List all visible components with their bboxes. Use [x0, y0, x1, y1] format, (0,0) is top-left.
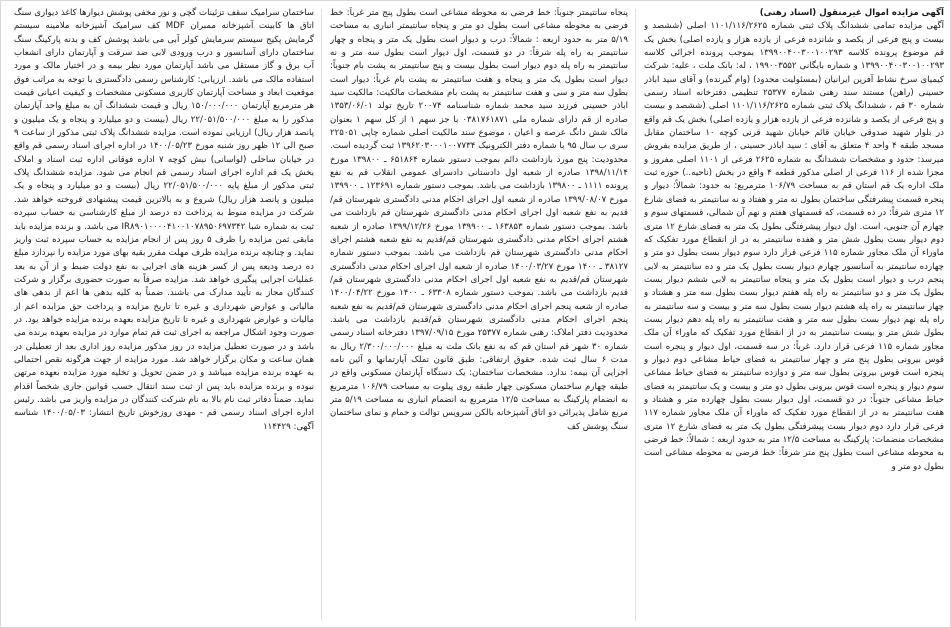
auction-notice-body-1: آگهی مزایده تمامی ششدانگ پلاک ثبتی شماره ۱۱۰۱/۱۱۶/۲۶۲۵ اصلی (ششصد و بیست و پنج فرعی از یکصد و شانزده فرعی از یازده هزار و یازده اصلی) بخش یک قم موضوع پرونده کلاسه ۱۳۹۹۰۰۴۰۰۳۰۰۱۰۰۲۹۳ بموجب پرونده اجرائی کلاسه ۱۳۹۹۰۰۴۰۰۳۰۰۱۰۰۲۹۳ و شماره بایگانی ۱۹۹۰۰۳۵۵۲ ، له: بانک ملت ، علیه: شرکت کیمیای سرخ نشاط آفرین ایرانیان (بمسئولیت محدود) (وام گیرنده) و آقای سید اباذر حسینی (راهن) مستند سند رهنی شماره ۲۵۳۷۷ تنظیمی دفترخانه اسناد رسمی شماره ۳۰ قم ، ششدانگ پلاک ثبتی شماره ۱۱۰۱/۱۱۶/۲۶۲۵ اصلی (ششصد و بیست و پنج فرعی از یکصد و شانزده فرعی از یازده هزار و یازده اصلی) بخش یک قم واقع در بلوار شهید صدوقی خیابان قائم خیابان شهید قرنی کوچه ۱۰ ساختمان مقابل مسجد طبقه ۴ واحد ۴ متعلق به آقای : سید اباذر حسینی ، از طریق مزایده بفروش میرسد: حدود و مشخصات ششدانگ به شماره ۲۶۲۵ فرعی از ۱۱۰۱ اصلی مفروز و مجزا شده از ۱۱۶ فرعی از اصلی مذکور قطعه ۴ واقع در بخش (ناحیه..) حوزه ثبت ملک اداره یک قم استان قم به مساحت ۱۰۶/۷۹ مترمربع: به حدود: شمالاً: دیوار و پنجره قسمت پیشرفتگی ساختمان بطول نه متر و هفتاد و نه سانتیمتر به فضای شارع ۱۲ متری شرقاً: در ده قسمت، که قسمتهای هفتم و نهم آن شمالی، قسمتهای سوم و چهارم آن جنوبی، است. اول دیوار پیشرفتگی بطول یک متر به فضای شارع ۱۲ متری دوم دیوار بست بطول شش متر و هفده سانتیمتر به در از انقطاع مورد تفکیک که ماوراء آن ملک مجاور شماره ۱۱۵ فرعی قرار دارد سوم دیوار بست بطول دو متر و چهارده سانتیمتر به آسانسور چهارم دیوار بست بطول یک متر و ده سانتیمتر به لابی پنجم درب و دیوار است بطول یک متر و پنجاه سانتیمتر به لابی ششم دیوار بست بطول یک متر و دو سانتیمتر به راه پله هفتم دیوار بست بطول سه متر و هشتاد و چهار سانتیمتر به راه پله هشتم دیوار بست بطول سه متر و بیست و سه سانتیمتر به راه پله نهم دیوار بست بطول سه متر و هفت سانتیمتر به راه پله دهم دیوار بست بطول شش متر و بیست سانتیمتر به در از انقطاع مورد تفکیک که ماوراء آن ملک مجاور شماره ۱۱۵ فرعی قرار دارد. غرباً: در سه قسمت، اول دیوار و پنجره است قوس بیرونی بطول پنج متر و چهار سانتیمتر به فضای حیاط مشاعی دوم دیوار و پنجره است قوس بیرونی بطول سه متر و دوازده سانتیمتر به فضای حیاط مشاعی سوم دیوار و پنجره است قوس بیرونی بطول دو متر و بیست و یک سانتیمتر به فضای حیاط مشاعی جنوباً: در دو قسمت، اول دیوار بست بطول چهارده متر و هشتاد و هفت سانتیمتر به در از انقطاع مورد تفکیک که ماوراء آن ملک مجاور شماره ۱۱۷ فرعی قرار دارد دوم دیوار بست پیشرفتگی بطول یک متر به فضای شارع ۱۲ متری مشخصات منضمات: پارکینگ به مساحت ۱۲/۵ متر به حدود اربعه : شمالاً: خط فرضی به محوطه مشاعی است بطول پنج متر شرقاً: خط فرضی به محوطه مشاعی است بطول دو متر و: [644, 21, 944, 472]
notice-column-left: [14, 7, 314, 623]
auction-notice-heading: آگهی مزایده اموال غیرمنقول (اسناد رهنی): [759, 8, 944, 18]
auction-notice-body-3: ساختمان سرامیک سقف تزئینات گچی و نور مخفی پوشش دیوارها کاغذ دیواری سنگ اتاق ها کابینت آشپزخانه ممبران MDF کف سرامیک آشپزخانه ملامینه سیستم گرمایش پکیج سیستم سرمایش کولر آبی می باشد پوشش کف و بدنه پارکینگ سنگ ساختمان دارای آسانسور و درب ورودی لابی ضد سرقت و آپارتمان دارای انشعاب آب برق و گاز مستقل می باشد آپارتمان مورد نظر بیمه و در اختیار مالک و مورد استفاده مالک می باشد. ارزیابی: کارشناس رسمی دادگستری با توجه به مراتب فوق موقعیت ابعاد و مساحت آپارتمان کاربری مسکونی مشخصات و کیفیت اعیانی قیمت هر مترمربع آپارتمان ۱۵۰/۰۰۰/۰۰۰ ریال و قیمت ششدانگ آن به مبلغ واحد آپارتمان مذکور را به مبلغ ۲۲/۰۵۱/۵۰۰/۰۰۰ ریال (بیست و دو میلیارد و پنجاه و یک میلیون و پانصد هزار ریال) ارزیابی نموده است. مزایده ششدانگ پلاک ثبتی مذکور از ساعت ۹ صبح الی ۱۲ ظهر روز شنبه مورخ ۱۴۰۰/۰۵/۲۳ در اداره اجرای اسناد رسمی قم واقع در خیابان ساحلی (لواسانی) نبش کوچه ۷ اداره فوقانی اداره ثبت اسناد و املاک بخش یک قم اداره اجرای اسناد رسمی قم انجام می شود. مزایده ششدانگ پلاک ثبتی مذکور از مبلغ پایه ۲۲/۰۵۱/۵۰۰/۰۰۰ ریال (بیست و دو میلیارد و پنجاه و یک میلیون و پانصد هزار ریال) شروع و به بالاترین قیمت پیشنهادی فروخته خواهد شد. شرکت در مزایده منوط به پرداخت ده درصد از مبلغ کارشناسی به حساب سپرده ثبت به شماره شبا IR۸۹۰۱۰۰۰۰۴۱۰۰۱۰۷۸۹۵۰۶۹۷۳۴۲ می باشد. و برنده مزایده باید مابقی ثمن مزایده را ظرف ۵ روز پس از انجام مزایده به حساب سپرده ثبت واریز نماید. و چنانچه برنده مزایده ظرف مهلت مقرر بقیه بهای مورد مزایده را نپردازد مبلغ ده درصد ودیعه پس از کسر هزینه های اجرایی به نفع دولت ضبط و از آن به بعد عملیات اجرایی پیگیری خواهد شد. مزایده صرفاً به صورت حضوری برگزار و شرکت کنندگان مجاز به تأیید مدارک می باشند. ضمناً به کلیه بدهی ها اعم از بدهی های مالیاتی و عوارض شهرداری و غیره تا تاریخ مزایده و پرداخت حق مزایده اعم از مالیات و عوارض شهرداری و غیره تا تاریخ مزایده بعهده برنده مزایده خواهد بود. در صورت وجود اشکال مراجعه به اجرای ثبت قم تمام موارد در مزایده بعهده برنده می باشد و در صورت تعطیل مزایده در روز مذکور مزایده روز اداری بعد از تعطیلی در همان ساعت و مکان برگزار خواهد شد. مورد مزایده از جهت هرگونه نقص احتمالی به عهده برنده مزایده میباشد و در ضمن تحویل و تخلیه مورد مزایده بعهده مرتهن نبوده و برنده مزایده باید پس از ثبت سند انتقال حسب قوانین جاری شخصاً اقدام نماید. ضمناً دفاتر ثبت نام بالا به نام شرکت کنندگان در مزایده واریز می باشد. رئیس اداره اجرای اسناد رسمی قم - مهدی روزخوش تاریخ انتشار: ۱۴۰۰/۰۵/۰۳ شناسه آگهی: ۱۱۴۴۲۹: [14, 8, 314, 432]
column-divider: [635, 9, 636, 621]
notice-column-right: [644, 7, 944, 623]
auction-notice-body-2: پنجاه سانتیمتر جنوباً: خط فرضی به محوطه مشاعی است بطول پنج متر غرباً: خط فرضی به محوطه مشاعی است بطول دو متر و پنجاه سانتیمتر انباری به مساحت ۵/۱۹ متر به حدود اربعه : شمالاً: درب و دیوار است بطول یک متر و پنجاه و چهار سانتیمتر به راه پله شرقاً: در دو قسمت، اول دیوار است بطول سه متر و نه سانتیمتر به راه پله دوم دیوار است بطول بیست و پنج سانتیمتر به پشت بام جنوباً: دیوار است بطول یک متر و پنجاه و هفت سانتیمتر به پشت بام غرباً: دیوار است بطول سه متر و سی و هفت سانتیمتر به پشت بام مشخصات مالکیت: مالکیت سید اباذر حسینی فرزند سید محمد شماره شناسنامه ۲۰۰۷۴ تاریخ تولد ۱۳۵۳/۰۶/۰۱ صادره از قم دارای شماره ملی ۰۳۸۱۷۶۱۸۷۱ با جز سهم ۱ از کل سهم ۱ بعنوان مالک شش دانگ عرصه و اعیان ، موضوع سند مالکیت اصلی شماره چاپی ۲۲۵۰۵۱ سری ب سال ۹۵ با شماره دفتر الکترونیک ۱۳۹۶۲۰۳۰۰۰۱۰۰۷۷۳۴ ثبت گردیده است. محدودیت: پنج مورد بازداشت دائم بموجب دستور شماره ۶۵۱۸۶۴ ـ ۱۳۹۸۰۰ مورخ ۱۳۹۸/۱۱/۱۴ صادره از شعبه اول دادستانی دادسرای عمومی انقلاب قم به نفع پرونده ۱۱۱۱ ـ ۱۳۹۸۰۰ بازداشت می باشد. بموجب دستور شماره ۱۲۳۶۹۱ ـ ۱۳۹۹۰۰ مورخ ۱۳۹۹/۰۸/۰۷ صادره از شعبه اول اجرای احکام مدنی دادگستری شهرستان قم/قدیم به نفع شعبه اول اجرای احکام مدنی دادگستری شهرستان قم بازداشت می باشد. بموجب دستور شماره ۱۶۳۸۵۳ ـ ۱۳۹۹۰۰ مورخ ۱۳۹۹/۱۲/۲۶ صادره از شعبه هشتم اجرای احکام مدنی دادگستری شهرستان قم/قدیم به نفع شعبه هشتم اجرای احکام مدنی دادگستری شهرستان قم بازداشت می باشد. بموجب دستور شماره ۳۸۱۲۷ ـ ۱۴۰۰ مورخ ۱۴۰۰/۰۳/۲۷ صادره از شعبه اول اجرای احکام مدنی دادگستری شهرستان قم/قدیم به نفع شعبه اول اجرای احکام مدنی دادگستری شهرستان قم/قدیم بازداشت می باشد. بموجب دستور شماره ۶۳۳۰۸ ـ ۱۴۰۰ مورخ ۱۴۰۰/۰۴/۲۲ صادره از شعبه پنجم اجرای احکام مدنی دادگستری شهرستان قم/قدیم به نفع شعبه پنجم اجرای احکام مدنی دادگستری شهرستان قم/قدیم بازداشت می باشد. محدودیت دفتر املاک: رهنی شماره ۲۵۳۷۷ مورخ ۱۳۹۷/۰۹/۱۵ دفترخانه اسناد رسمی شماره ۳۰ شهر قم استان قم که به نفع بانک ملت به مبلغ ۲/۳۰۰/۰۰۰/۰۰۰ ریال به مدت ۶ سال ثبت شده. حقوق ارتفاقی: طبق قانون تملک آپارتمانها و آئین نامه اجرایی آن بیمه: ندارد. مشخصات ساختمان: یک دستگاه آپارتمان مسکونی واقع در طبقه چهارم ساختمان مسکونی چهار طبقه روی پیلوت به مساحت ۱۰۶/۷۹ مترمربع به انضمام پارکینگ به مساحت ۱۲/۵ مترمربع به انضمام انباری به مساحت ۵/۱۹ متر مربع شامل پذیرائی دو اتاق آشپزخانه بالکن سرویس توالت و حمام و نمای ساختمان سنگ پوشش کف: [330, 8, 628, 432]
notice-column-middle: [330, 7, 628, 623]
column-divider: [321, 9, 322, 621]
